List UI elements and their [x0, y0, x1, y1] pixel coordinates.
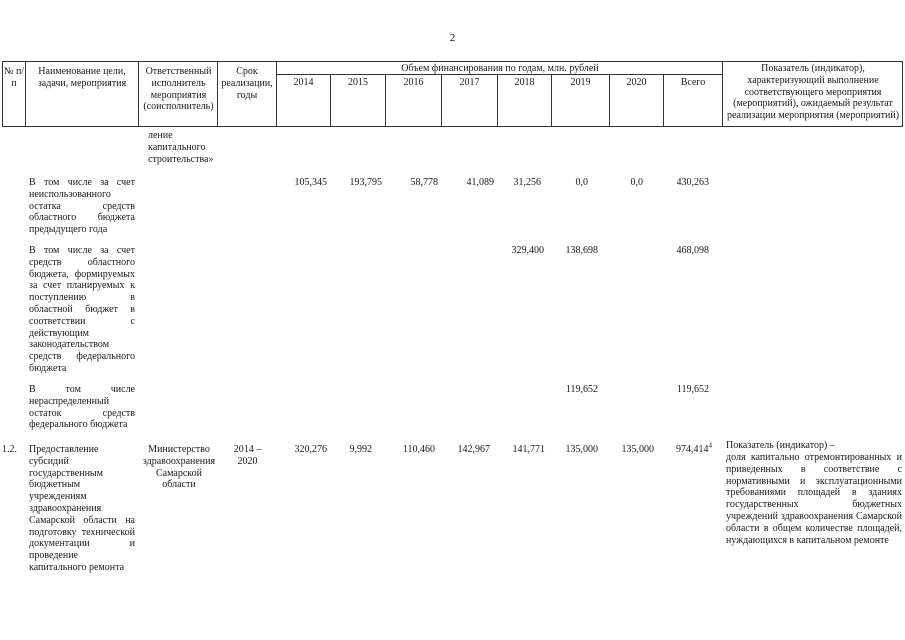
row-4-name: Предоставление субсидий государственным бюджетным учреждениям здравоохранения Самарской области на подготовку технической документации и проведение капитального ремонта [29, 444, 135, 573]
row-2-2019: 138,698 [565, 245, 598, 256]
header-year-2016: 2016 [403, 77, 424, 88]
row-1-2017: 41,089 [466, 177, 494, 188]
row-4-total: 974,414$^4$ [676, 441, 712, 455]
row-3-total: 119,652 [676, 384, 709, 395]
carry-over-text: ление капитального строительства» [148, 130, 214, 165]
row-1-name: В том числе за счет неиспользованного остатка средств областного бюджета предыдущего года [29, 177, 135, 236]
header-responsible: Ответственный исполнитель мероприятия (соисполнитель) [143, 66, 214, 113]
footnote-mark: 4 [708, 441, 712, 450]
header-year-2017: 2017 [459, 77, 480, 88]
header-year-2014: 2014 [293, 77, 314, 88]
header-period: Срок реализации, годы [221, 66, 273, 101]
row-4-2019: 135,000 [565, 444, 598, 455]
header-year-2019: 2019 [570, 77, 591, 88]
row-4-2020: 135,000 [621, 444, 654, 455]
header-year-2018: 2018 [514, 77, 535, 88]
row-3-name: В том числе нераспределенный остаток средств федерального бюджета [29, 384, 135, 431]
row-4-2016: 110,460 [402, 444, 435, 455]
row-2-name: В том числе за счет средств областного бюджета, формируемых за счет планируемых к поступлению в областной бюджет в соответствии с действующим законодательством средств федерального бюджета [29, 245, 135, 374]
row-4-period: 2014 – 2020 [233, 444, 262, 467]
row-4-num: 1.2. [2, 444, 17, 455]
header-num: № п/п [3, 66, 25, 89]
row-2-2018: 329,400 [511, 245, 544, 256]
row-4-2018: 141,771 [512, 444, 545, 455]
row-1-total: 430,263 [676, 177, 709, 188]
row-4-responsible: Министерство здравоохранения Самарской области [142, 444, 216, 491]
row-4-2014: 320,276 [294, 444, 327, 455]
row-1-2018: 31,256 [513, 177, 541, 188]
row-1-2014: 105,345 [294, 177, 327, 188]
header-year-2020: 2020 [626, 77, 647, 88]
header-indicator: Показатель (индикатор), характеризующий выполнение соответствующего мероприятия (мероприятий), ожидаемый результат реализации мероприятия (мероприятий) [726, 63, 900, 122]
row-4-2015: 9,992 [349, 444, 372, 455]
header-funding: Объем финансирования по годам, млн. рублей [401, 63, 599, 74]
page-number: 2 [449, 32, 456, 44]
row-1-2020: 0,0 [630, 177, 643, 188]
header-name: Наименование цели, задачи, мероприятия [37, 66, 127, 89]
header-year-2015: 2015 [348, 77, 368, 88]
row-1-2019: 0,0 [575, 177, 588, 188]
row-4-indicator-title: Показатель (индикатор) – [726, 440, 835, 451]
row-4-indicator-text: доля капитально отремонтированных и приведенных в соответствие с нормативными и эксплуатационными требованиями площадей в зданиях государственных бюджетных учреждений здравоохранения Самарской области в общем количестве площадей, нуждающихся в капитальном ремонте [726, 452, 902, 546]
row-1-2015: 193,795 [349, 177, 382, 188]
row-3-2019: 119,652 [565, 384, 598, 395]
row-4-2017: 142,967 [457, 444, 490, 455]
row-2-total: 468,098 [676, 245, 709, 256]
header-total: Всего [680, 77, 706, 88]
row-1-2016: 58,778 [410, 177, 438, 188]
